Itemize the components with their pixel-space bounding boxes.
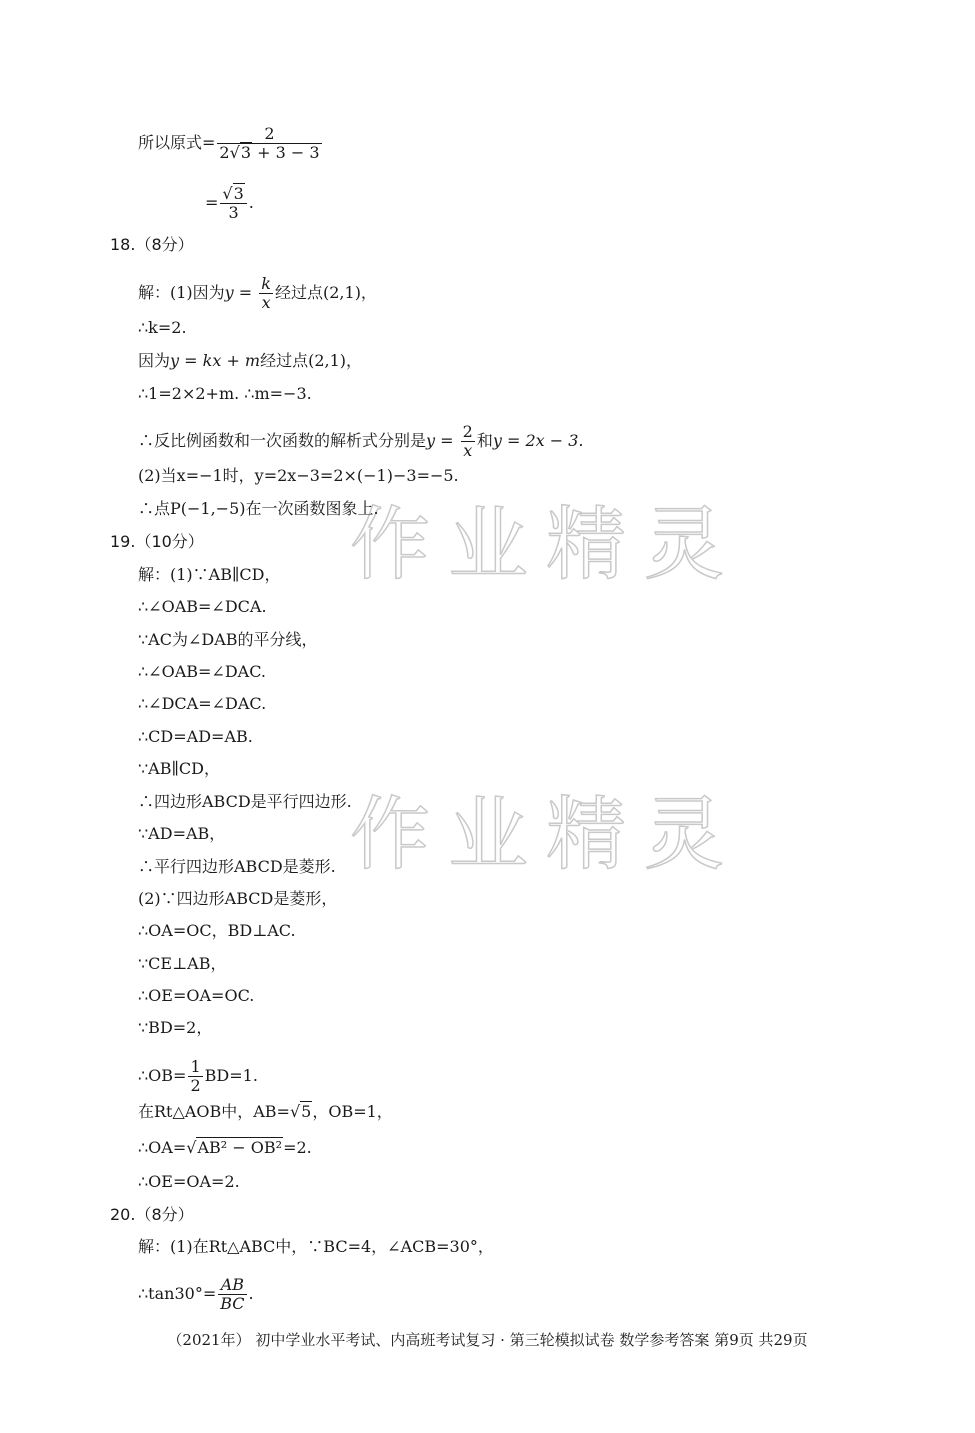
q19-line-9: ∵AD=AB， (138, 824, 226, 843)
q18-line-3 (138, 351, 362, 371)
denominator: BC (220, 1294, 245, 1313)
q18-line-6: (2)当x=−1时，y=2x−3=2×(−1)−3=−5. (138, 466, 459, 485)
q19-line-16 (138, 1058, 258, 1095)
text: ∴反比例函数和一次函数的解析式分别是 (138, 431, 427, 450)
fraction (259, 275, 273, 312)
fraction (188, 1058, 202, 1095)
q19-line-19: ∴OE=OA=2. (138, 1172, 240, 1191)
numerator: √3 (222, 184, 244, 203)
q19-line-1: 解：(1)∵AB∥CD， (138, 565, 281, 584)
expression: y = 2x − 3. (492, 431, 584, 450)
q19-line-15: ∵BD=2， (138, 1018, 213, 1037)
coef: 2 (219, 143, 230, 162)
q19-line-12: ∴OA=OC，BD⊥AC. (138, 921, 296, 940)
text: ∴OB= (138, 1066, 187, 1085)
q19-line-11: (2)∵四边形ABCD是菱形， (138, 889, 338, 908)
text: 和 (476, 431, 493, 450)
q19-line-7: ∵AB∥CD， (138, 759, 220, 778)
q19-line-13: ∵CE⊥AB， (138, 954, 227, 973)
equals: = (205, 193, 219, 212)
fraction (218, 1276, 246, 1313)
q18-line-7: ∴点P(−1,−5)在一次函数图象上. (138, 499, 379, 518)
q18-line-5 (138, 423, 584, 460)
q19-line-3: ∵AC为∠DAB的平分线， (138, 630, 318, 649)
q18-line-1 (138, 275, 377, 312)
numerator: 2 (462, 422, 473, 441)
text: ∴tan30°= (138, 1284, 217, 1303)
line-original-expression (138, 125, 324, 162)
line-simplified (205, 185, 254, 222)
watermark-1: 作业精灵 (350, 498, 742, 591)
page-footer: （2021年） 初中学业水平考试、内高班考试复习 · 第三轮模拟试卷 数学参考答案 第9页 共29页 (167, 1331, 808, 1349)
text: 解：(1)因为 (138, 283, 225, 302)
text: 经过点(2,1)， (275, 283, 377, 302)
fraction (220, 185, 246, 222)
q19-line-2: ∴∠OAB=∠DCA. (138, 597, 267, 616)
numerator: 2 (264, 124, 275, 143)
numerator: k (261, 274, 271, 293)
fraction (461, 423, 475, 460)
text: BD=1. (204, 1066, 258, 1085)
denominator: 3 (220, 203, 246, 222)
sqrt-radicand: 3 (233, 184, 244, 203)
period: . (248, 193, 254, 212)
text: =2. (283, 1138, 312, 1157)
question-20-heading: 20.（8分） (110, 1205, 194, 1224)
sqrt-radicand: AB² − OB² (197, 1138, 283, 1157)
text: 因为 (138, 351, 171, 370)
q19-line-10: ∴平行四边形ABCD是菱形. (138, 857, 336, 876)
q18-line-4: ∴1=2×2+m. ∴m=−3. (138, 384, 312, 403)
question-19-heading: 19.（10分） (110, 532, 204, 551)
denominator: 2√3 + 3 − 3 (219, 143, 320, 162)
rest: + 3 − 3 (252, 143, 320, 162)
q19-line-5: ∴∠DCA=∠DAC. (138, 694, 267, 713)
sqrt-radicand: 3 (240, 143, 251, 162)
q20-line-1: 解：(1)在Rt△ABC中，∵BC=4，∠ACB=30°， (138, 1237, 494, 1256)
q19-line-17: 在Rt△AOB中，AB=√5，OB=1， (138, 1102, 393, 1121)
expression: y = kx + m (170, 351, 261, 370)
text: . (248, 1284, 254, 1303)
watermark-2: 作业精灵 (350, 788, 742, 881)
denominator: x (259, 293, 273, 312)
var-y: y = (426, 431, 459, 450)
denominator: x (461, 441, 475, 460)
var-y: y (224, 283, 234, 302)
q19-line-18: ∴OA=√AB² − OB²=2. (138, 1138, 312, 1157)
sqrt-radicand: 5 (301, 1102, 312, 1121)
numerator: AB (220, 1275, 245, 1294)
text: ∴OA= (138, 1138, 187, 1157)
equals: = (233, 283, 258, 302)
text: ，OB=1， (312, 1102, 393, 1121)
text: 在Rt△AOB中，AB= (138, 1102, 290, 1121)
q19-line-6: ∴CD=AD=AB. (138, 727, 253, 746)
q19-line-14: ∴OE=OA=OC. (138, 986, 255, 1005)
q18-line-2: ∴k=2. (138, 318, 187, 337)
question-18-heading: 18.（8分） (110, 235, 194, 254)
q20-line-2 (138, 1276, 254, 1313)
q19-line-4: ∴∠OAB=∠DAC. (138, 662, 266, 681)
text: 经过点(2,1)， (260, 351, 363, 370)
q19-line-8: ∴四边形ABCD是平行四边形. (138, 792, 352, 811)
text: 所以原式= (138, 133, 216, 152)
denominator: 2 (190, 1076, 201, 1095)
fraction (217, 125, 321, 162)
numerator: 1 (190, 1057, 201, 1076)
